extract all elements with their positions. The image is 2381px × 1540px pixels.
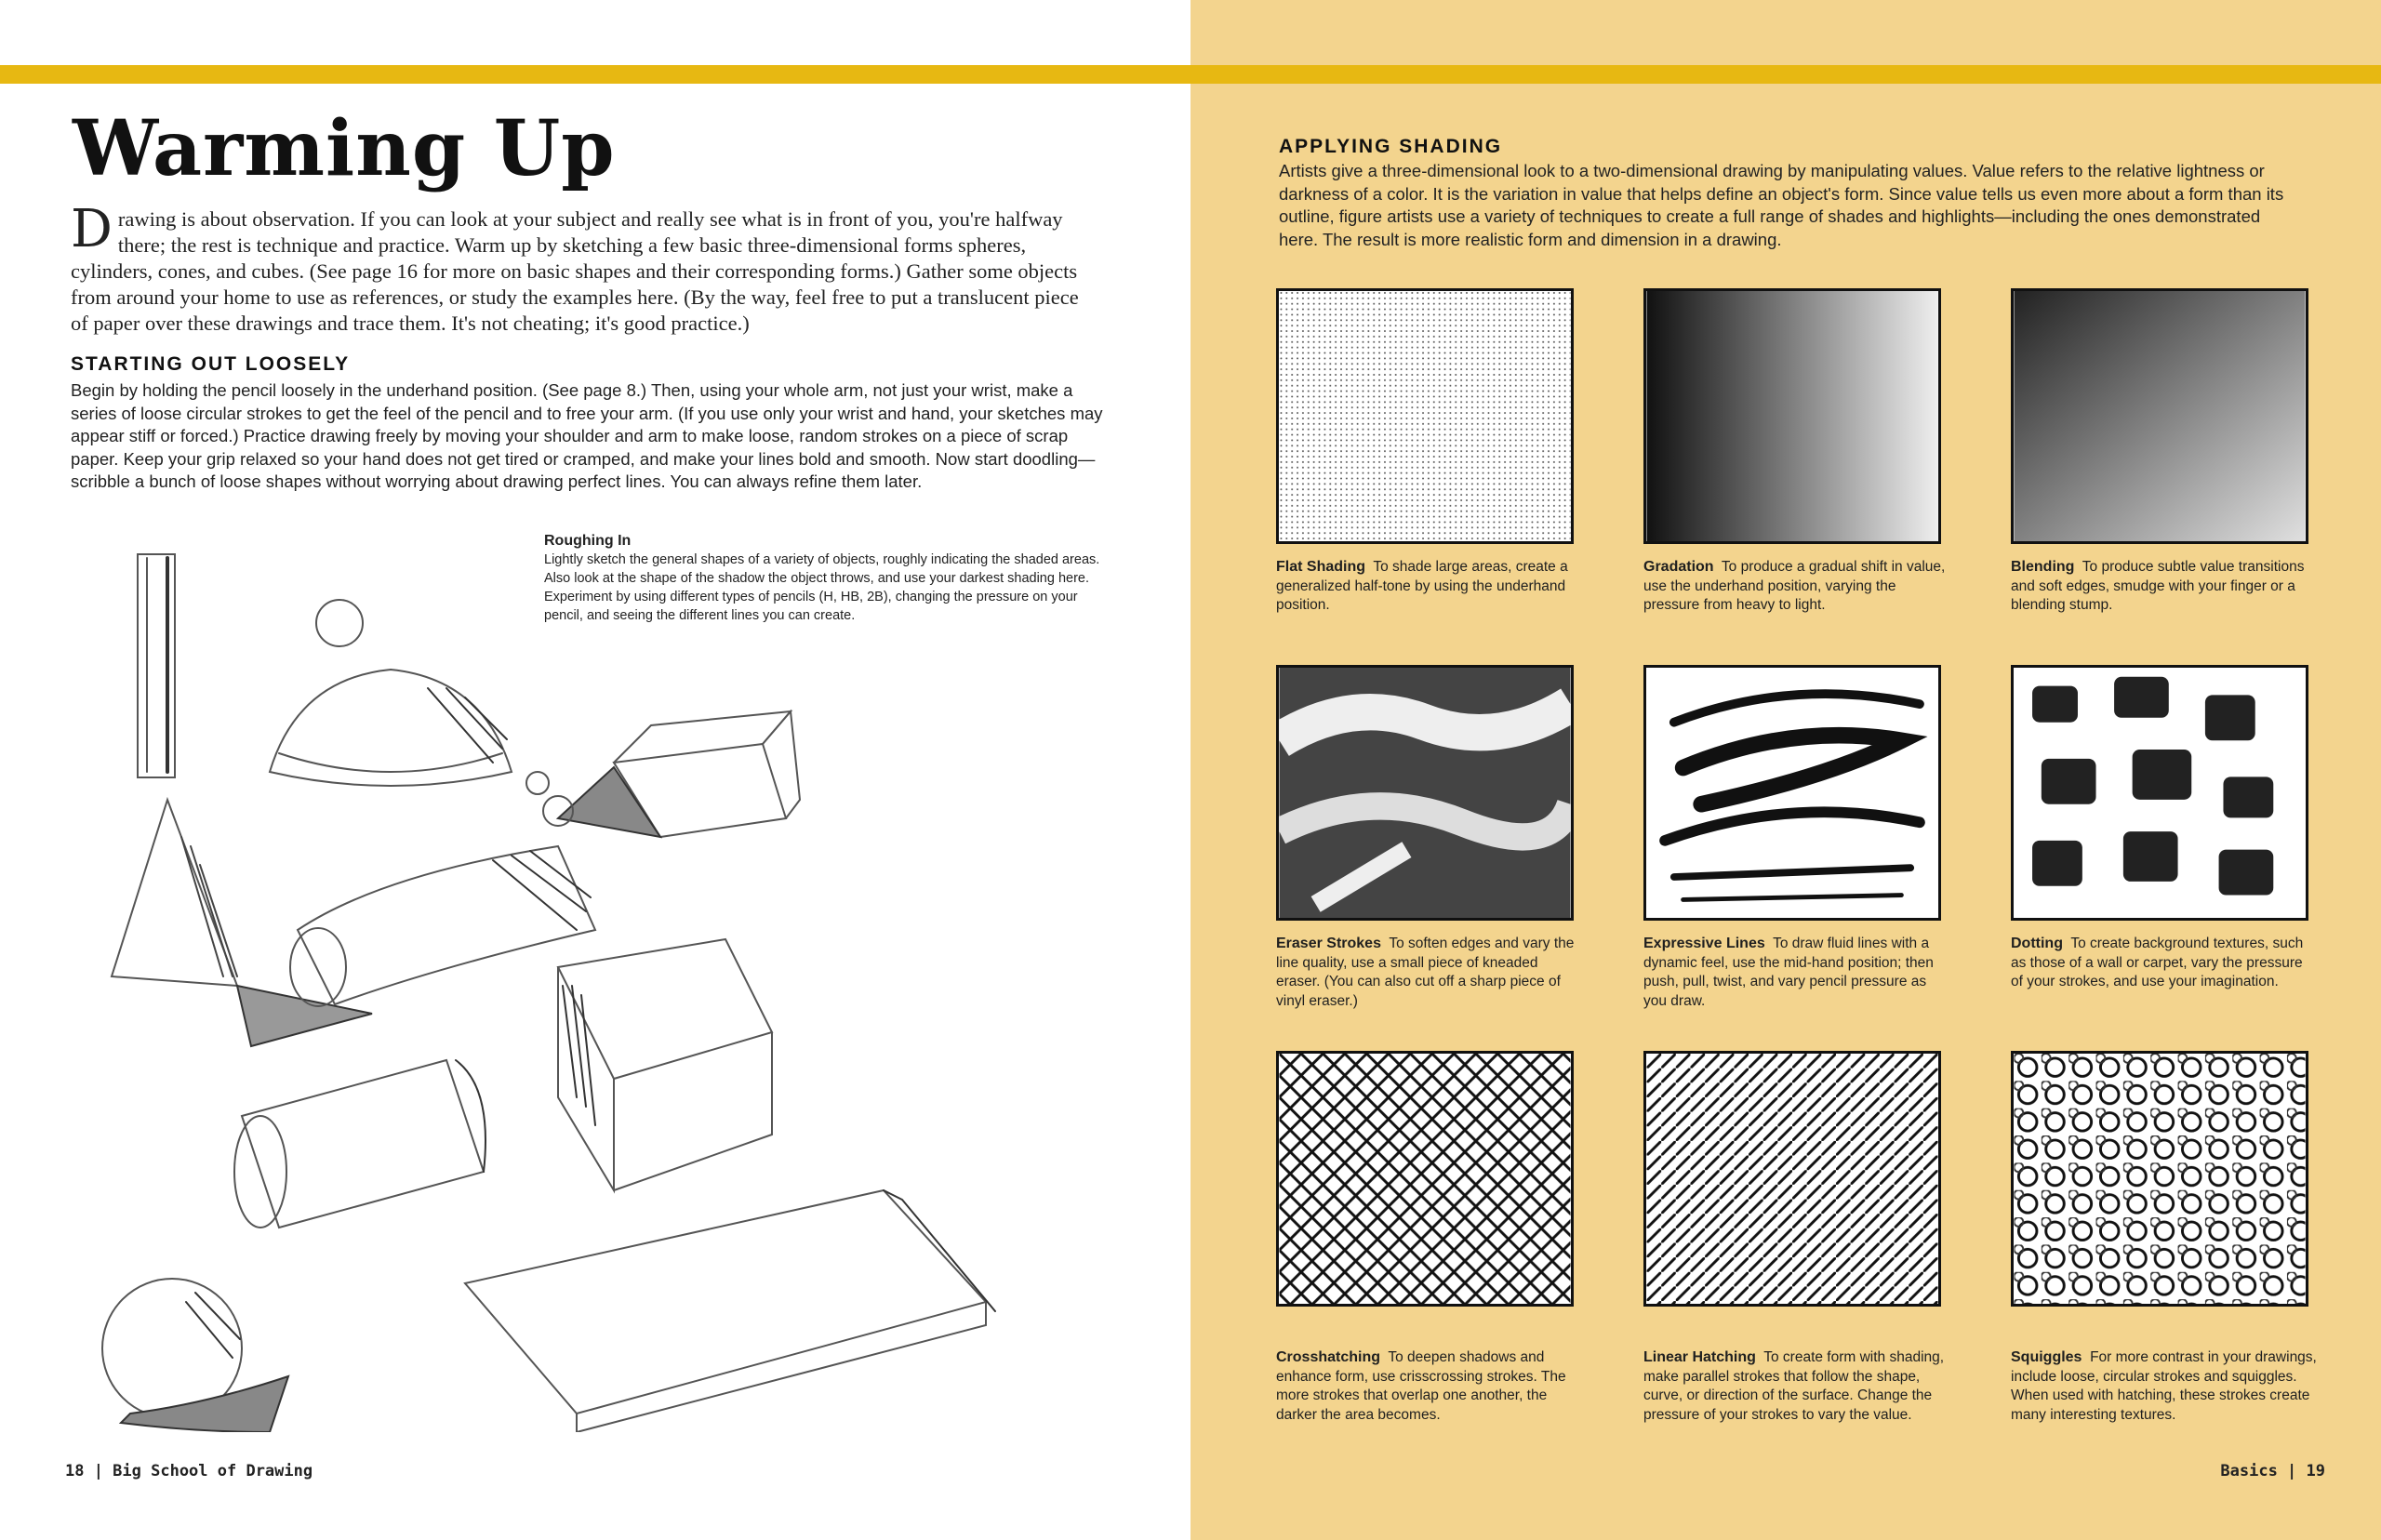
technique-text: To produce subtle value transitions and soft edges, smudge with your finger or a blending stump. [2011, 559, 2305, 613]
sketch-long-cylinder [234, 1060, 486, 1228]
sketch-sphere [102, 1279, 288, 1432]
sketch-tall-box [138, 554, 175, 777]
technique-text: To produce a gradual shift in value, use the underhand position, varying the pressure from heavy to light. [1643, 559, 1946, 613]
tile-gradation [1643, 288, 1941, 544]
technique-text: To deepen shadows and enhance form, use crisscrossing strokes. The more strokes that overlap one another, the darker the area becomes. [1276, 1349, 1566, 1423]
sketch-stacked-book [465, 1190, 995, 1432]
technique-name: Dotting [2011, 936, 2063, 951]
tile-blending [2011, 288, 2308, 544]
technique-name: Gradation [1643, 559, 1714, 575]
sketch-box-middle [558, 939, 772, 1190]
pencil-sketches-illustration [56, 539, 1144, 1432]
intro-text: rawing is about observation. If you can look at your subject and really see what is in front of you, you're halfway there; the rest is technique and practice. Warm up by sketching a few basic three-dimensional forms spheres, cylinders, cones, and cubes. (See page 16 for more on basic shapes and their corresponding forms.) Gather some objects from around your home to use as references, or study the examples here. (By the way, feel free to put a translucent piece of paper over these drawings and trace them. It's not cheating; it's good practice.) [71, 207, 1079, 335]
intro-paragraph [71, 199, 1094, 337]
section-body-shading: Artists give a three-dimensional look to a two-dimensional drawing by manipulating values. Value refers to the relative lightness or darkness of a color. It is the variation in value that helps define an object's form. Since value tells us even more about a form than its outline, figure artists use a variety of techniques to create a full range of shades and highlights—including the ones demonstrated here. The result is more realistic form and dimension in a drawing. [1279, 161, 2284, 249]
page-title: Warming Up [73, 104, 616, 193]
technique-name: Expressive Lines [1643, 936, 1765, 951]
caption-title: Roughing In [544, 533, 632, 549]
tile-flat-shading [1276, 288, 1574, 544]
sketch-small-sphere [316, 600, 363, 646]
tile-expressive-lines [1643, 665, 1941, 921]
tile-eraser-strokes [1276, 665, 1574, 921]
tile-dotting [2011, 665, 2308, 921]
technique-text: To draw fluid lines with a dynamic feel, use the mid-hand position; then push, pull, twist, and vary pencil pressure as you draw. [1643, 936, 1934, 1009]
drop-cap: D [71, 199, 113, 259]
caption-dotting [2011, 935, 2318, 992]
caption-eraser-strokes [1276, 935, 1583, 1011]
technique-text: To create background textures, such as those of a wall or carpet, vary the pressure of your strokes, and use your imagination. [2011, 936, 2304, 989]
sketch-cube-upper [558, 711, 800, 837]
technique-name: Squiggles [2011, 1349, 2082, 1365]
sketch-ring-small [526, 772, 549, 794]
caption-expressive-lines [1643, 935, 1950, 1011]
technique-name: Flat Shading [1276, 559, 1365, 575]
section-body-starting: Begin by holding the pencil loosely in the underhand position. (See page 8.) Then, using your whole arm, not just your wrist, make a series of loose circular strokes to get the feel of the pencil and to free your arm. (If you use only your wrist and hand, your sketches may appear stiff or forced.) Practice drawing freely by moving your shoulder and arm to make loose, random strokes on a piece of scrap paper. Keep your grip relaxed so your hand does not get tired or cramped, and make your lines bold and smooth. Now start doodling—scribble a bunch of loose shapes without worrying about drawing perfect lines. You can always refine them later. [71, 380, 1103, 491]
sketch-lying-cylinder [290, 846, 595, 1006]
caption-blending [2011, 558, 2318, 616]
technique-name: Crosshatching [1276, 1349, 1381, 1365]
caption-gradation [1643, 558, 1950, 616]
caption-squiggles [2011, 1348, 2318, 1425]
tile-squiggles [2011, 1051, 2308, 1307]
accent-bar-right [1190, 65, 2381, 84]
caption-body: Lightly sketch the general shapes of a variety of objects, roughly indicating the shaded areas. Also look at the shape of the shadow the object throws, and use your darkest shading here. Experiment by using different types of pencils (H, HB, 2B), changing the pressure on your pencil, and seeing the different lines you can create. [544, 552, 1100, 623]
folio-right: Basics | 19 [2220, 1462, 2325, 1480]
section-heading-starting: STARTING OUT LOOSELY [71, 353, 351, 375]
technique-name: Blending [2011, 559, 2075, 575]
sketch-half-dome [270, 670, 512, 786]
caption-flat-shading [1276, 558, 1583, 616]
technique-text: To shade large areas, create a generalized half-tone by using the underhand position. [1276, 559, 1568, 613]
technique-text: For more contrast in your drawings, include loose, circular strokes and squiggles. When used with hatching, these strokes create many interesting textures. [2011, 1349, 2317, 1423]
tile-linear-hatching [1643, 1051, 1941, 1307]
technique-name: Eraser Strokes [1276, 936, 1381, 951]
technique-text: To create form with shading, make parallel strokes that follow the shape, curve, or direction of the surface. Change the pressure of your strokes to vary the value. [1643, 1349, 1945, 1423]
sketch-cone [112, 800, 372, 1046]
caption-linear-hatching [1643, 1348, 1950, 1425]
tile-crosshatching [1276, 1051, 1574, 1307]
technique-text: To soften edges and vary the line quality, use a small piece of kneaded eraser. (You can also cut off a sharp piece of vinyl eraser.) [1276, 936, 1575, 1009]
accent-bar-left [0, 65, 1190, 84]
right-page [1190, 0, 2381, 1540]
folio-left: 18 | Big School of Drawing [65, 1462, 313, 1480]
caption-crosshatching [1276, 1348, 1583, 1425]
technique-name: Linear Hatching [1643, 1349, 1756, 1365]
section-heading-shading: APPLYING SHADING [1279, 136, 1503, 157]
left-page [0, 0, 1190, 1540]
